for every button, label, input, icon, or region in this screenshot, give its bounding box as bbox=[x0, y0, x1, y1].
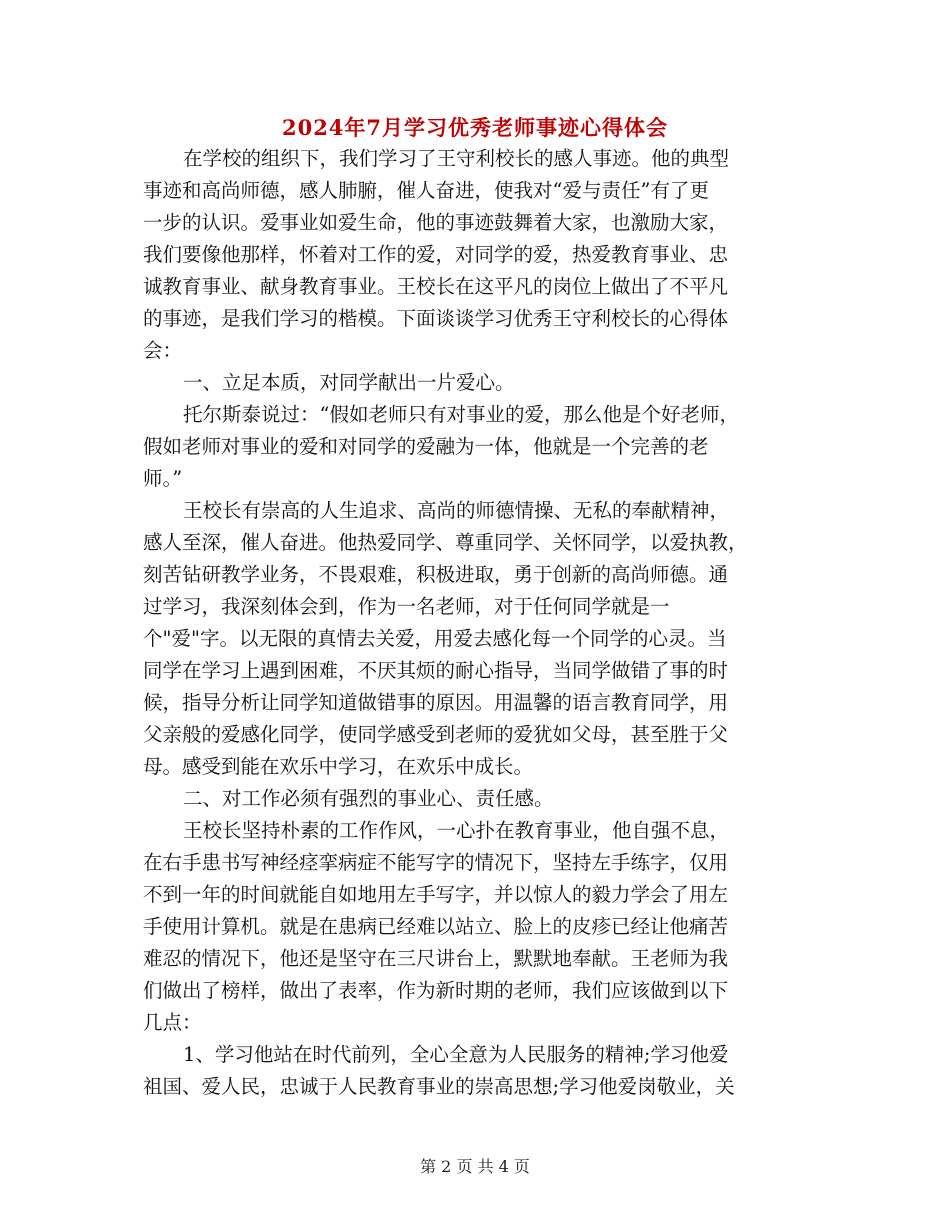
paragraph-line: 在学校的组织下，我们学习了王守利校长的感人事迹。他的典型 bbox=[183, 147, 730, 170]
paragraph-line: 个"爱"字。以无限的真情去关爱，用爱去感化每一个同学的心灵。当 bbox=[143, 627, 727, 650]
document-body bbox=[143, 143, 808, 1103]
paragraph-line: 王校长坚持朴素的工作作风，一心扑在教育事业，他自强不息， bbox=[183, 819, 730, 842]
paragraph-line: 的事迹，是我们学习的楷模。下面谈谈学习优秀王守利校长的心得体 bbox=[143, 307, 729, 330]
paragraph-line: 手使用计算机。就是在患病已经难以站立、脸上的皮疹已经让他痛苦 bbox=[143, 915, 729, 938]
page-footer: 第 2 页 共 4 页 bbox=[420, 1157, 530, 1176]
paragraph-line: 候，指导分析让同学知道做错事的原因。用温馨的语言教育同学，用 bbox=[143, 691, 729, 714]
paragraph-line: 王校长有崇高的人生追求、高尚的师德情操、无私的奉献精神， bbox=[183, 499, 730, 522]
paragraph-line: 在右手患书写神经痉挛病症不能写字的情况下，坚持左手练字，仅用 bbox=[143, 851, 729, 874]
paragraph-line: 不到一年的时间就能自如地用左手写字，并以惊人的毅力学会了用左 bbox=[143, 883, 729, 906]
paragraph-line: 1、学习他站在时代前列，全心全意为人民服务的精神;学习他爱 bbox=[183, 1043, 729, 1066]
paragraph-line: 我们要像他那样，怀着对工作的爱，对同学的爱，热爱教育事业、忠 bbox=[143, 243, 729, 266]
paragraph-line: 刻苦钻研教学业务，不畏艰难，积极进取，勇于创新的高尚师德。通 bbox=[143, 563, 729, 586]
paragraph-line: 祖国、爱人民，忠诚于人民教育事业的崇高思想;学习他爱岗敬业，关 bbox=[143, 1075, 735, 1098]
paragraph-line: 难忍的情况下，他还是坚守在三尺讲台上，默默地奉献。王老师为我 bbox=[143, 947, 729, 970]
paragraph-line: 托尔斯泰说过：“假如老师只有对事业的爱，那么他是个好老师， bbox=[183, 403, 739, 426]
section-heading: 二、对工作必须有强烈的事业心、责任感。 bbox=[183, 787, 554, 810]
paragraph-line: 过学习，我深刻体会到，作为一名老师，对于任何同学就是一 bbox=[143, 595, 670, 618]
paragraph-line: 师。” bbox=[143, 467, 183, 490]
paragraph-line: 诚教育事业、献身教育事业。王校长在这平凡的岗位上做出了不平凡 bbox=[143, 275, 729, 298]
paragraph-line: 们做出了榜样，做出了表率，作为新时期的老师，我们应该做到以下 bbox=[143, 979, 729, 1002]
paragraph-line: 一步的认识。爱事业如爱生命，他的事迹鼓舞着大家，也激励大家， bbox=[143, 211, 729, 234]
paragraph-line: 会： bbox=[143, 339, 183, 362]
paragraph-line: 同学在学习上遇到困难，不厌其烦的耐心指导，当同学做错了事的时 bbox=[143, 659, 729, 682]
paragraph-line: 事迹和高尚师德，感人肺腑，催人奋进，使我对“爱与责任”有了更 bbox=[143, 179, 709, 202]
paragraph-line: 假如老师对事业的爱和对同学的爱融为一体，他就是一个完善的老 bbox=[143, 435, 709, 458]
paragraph-line: 几点： bbox=[143, 1011, 202, 1034]
document-title: 2024年7月学习优秀老师事迹心得体会 bbox=[281, 115, 669, 140]
paragraph-line: 感人至深，催人奋进。他热爱同学、尊重同学、关怀同学，以爱执教， bbox=[143, 531, 748, 554]
paragraph-line: 父亲般的爱感化同学，使同学感受到老师的爱犹如父母，甚至胜于父 bbox=[143, 723, 729, 746]
section-heading: 一、立足本质，对同学献出一片爱心。 bbox=[183, 371, 515, 394]
paragraph-line: 母。感受到能在欢乐中学习，在欢乐中成长。 bbox=[143, 755, 534, 778]
